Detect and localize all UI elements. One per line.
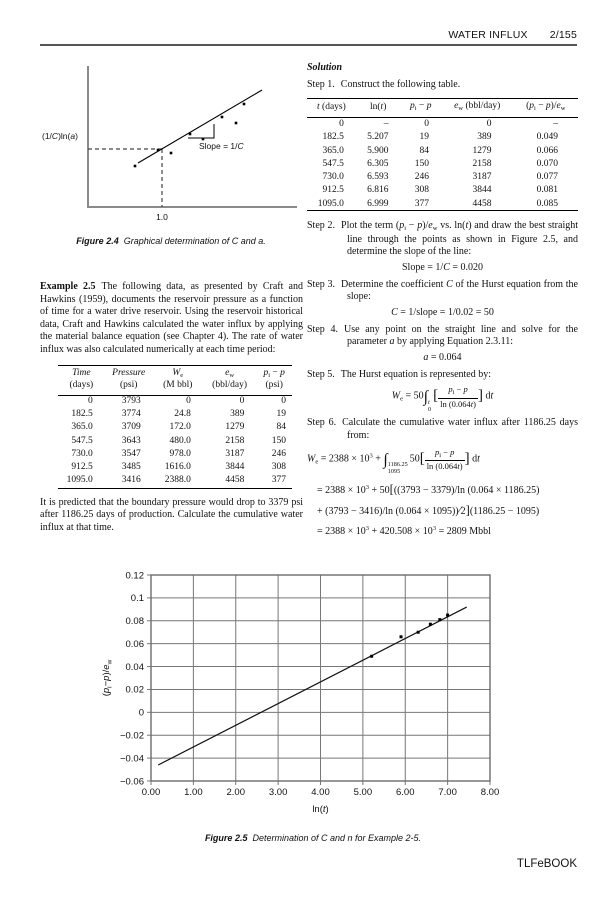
final-equation-line-2: = $2388 \times 10^3 + 50[((3793 - 3379)/\ln$ (0.064 × 1186.25) — [317, 481, 540, 496]
table-cell: 2388.0 — [164, 475, 191, 486]
table-cell: 3547 — [121, 448, 141, 459]
table-cell: 377 — [271, 475, 286, 486]
table-row — [307, 157, 578, 170]
table-row — [58, 448, 292, 461]
table-row — [58, 475, 292, 489]
table-cell: 0.081 — [536, 185, 558, 196]
table-cell: 246 — [271, 448, 286, 459]
svg-text:−0.06: −0.06 — [119, 776, 144, 788]
solution-data-table — [307, 98, 578, 211]
figure-2-5-caption-text: Determination of C and n for Example 2-5. — [252, 833, 422, 843]
solution-step-2 — [307, 220, 578, 259]
column-header: $W_e$ (M bbl) — [153, 365, 203, 395]
table-cell: 547.5 — [322, 158, 344, 169]
table-cell: 3774 — [121, 409, 141, 420]
column-header: ln(t) — [356, 99, 401, 117]
table-cell: – — [553, 119, 558, 130]
table-cell: 3187 — [472, 172, 492, 183]
table-cell: 365.0 — [322, 145, 344, 156]
left-column — [40, 281, 303, 540]
table-cell: 308 — [414, 185, 429, 196]
table-cell: 730.0 — [71, 448, 93, 459]
table-cell: 182.5 — [322, 132, 344, 143]
step-1-label: Step 1. — [307, 78, 335, 90]
svg-text:ln(t): ln(t) — [312, 804, 329, 815]
table-cell: 0.085 — [536, 198, 558, 209]
table-cell: 3643 — [121, 435, 141, 446]
final-equation-line-4: = $2388 \times 10^3 + 420.508 \times 10^3 = 2809$ Mbbl — [317, 525, 491, 538]
column-header: $p_i - p$ (psi) — [256, 365, 292, 395]
table-cell: 978.0 — [169, 448, 191, 459]
table-cell: 0 — [424, 119, 429, 130]
table-row — [307, 171, 578, 184]
svg-text:0.00: 0.00 — [141, 787, 161, 798]
solution-step-6 — [307, 417, 578, 442]
water-influx-calculation — [307, 447, 578, 539]
svg-text:−0.02: −0.02 — [119, 730, 144, 742]
solution-title: Solution — [307, 62, 343, 73]
table-row — [307, 184, 578, 197]
table-cell: 6.999 — [367, 198, 389, 209]
equation-a: a = 0.064 — [423, 352, 462, 363]
table-row — [58, 435, 292, 448]
running-title: WATER INFLUX — [448, 29, 528, 41]
table-cell: – — [383, 119, 389, 130]
svg-text:7.00: 7.00 — [438, 787, 457, 798]
example-paragraph — [40, 281, 303, 357]
svg-text:0.1: 0.1 — [130, 593, 144, 605]
step-3-label: Step 3. — [307, 278, 335, 290]
final-equation-line-1: $W_e = 2388 \times 10^3$ + ∫ 1186.25 1095 50[ $\frac{p_i - p}{\ln (0.064t)}$ ] dt — [307, 446, 480, 476]
table-cell: 6.593 — [367, 172, 389, 183]
svg-text:0.06: 0.06 — [125, 638, 144, 650]
solution-step-5 — [307, 369, 578, 382]
table-cell: 6.816 — [367, 185, 389, 196]
example-label: Example 2.5 — [40, 281, 96, 292]
table-cell: 0 — [281, 396, 286, 407]
svg-text:2.00: 2.00 — [226, 787, 245, 798]
table-cell: 4458 — [472, 198, 492, 209]
table-cell: 84 — [419, 145, 429, 156]
column-header: Pressure (psi) — [105, 365, 153, 395]
example-data-table — [58, 365, 292, 489]
footer-watermark: TLFeBOOK — [516, 858, 577, 870]
table-cell: 2158 — [225, 435, 245, 446]
example-body: The following data, as presented by Craft and Hawkins (1959), documents the reservoir pressure as a function of time for a water drive reservoir. Using the reservoir historical data, Craft and Hawkins calculated the water influx by applying the material balance equation (see Chapter 4). The rate of water influx was also calculated numerically at each time period: — [40, 281, 303, 355]
svg-text:0.12: 0.12 — [125, 570, 144, 582]
final-equation-line-3: + (3793 − 3416)/ln (0.064 × 1095))∕2](1186.25 − 1095) — [317, 503, 540, 518]
figure-2-5 — [98, 566, 528, 843]
page-header — [0, 29, 577, 41]
table-cell: 308 — [271, 461, 286, 472]
svg-text:(1/C)ln(a): (1/C)ln(a) — [42, 131, 78, 141]
figure-2-4 — [40, 60, 302, 246]
svg-text:1.0: 1.0 — [156, 212, 168, 222]
svg-text:0.08: 0.08 — [125, 616, 144, 628]
table-cell: 0 — [486, 119, 492, 130]
figure-2-5-caption-label: Figure 2.5 — [204, 833, 248, 843]
table-header-row — [307, 99, 578, 117]
table-cell: 389 — [477, 132, 492, 143]
table-cell: 19 — [276, 409, 286, 420]
table-cell: 2158 — [472, 158, 492, 169]
solution-step-3 — [307, 279, 578, 304]
table-cell: 19 — [419, 132, 429, 143]
figure-2-4-caption-label: Figure 2.4 — [76, 236, 119, 246]
svg-text:−0.04: −0.04 — [119, 753, 144, 765]
table-cell: 182.5 — [71, 409, 93, 420]
figure-2-5-chart — [98, 566, 528, 818]
table-cell: 3709 — [121, 422, 141, 433]
svg-text:0: 0 — [138, 707, 144, 719]
table-cell: 0 — [339, 119, 344, 130]
table-cell: 912.5 — [322, 185, 344, 196]
column-header: $e_w$ (bbl/day) — [441, 99, 514, 117]
figure-2-5-caption — [98, 833, 528, 843]
table-cell: 3485 — [121, 461, 141, 472]
header-rule — [40, 44, 577, 46]
example-question: It is predicted that the boundary pressure would drop to 3379 psi after 1186.25 days of production. Calculate the cumulative water influx at that time. — [40, 496, 303, 533]
table-cell: 84 — [276, 422, 286, 433]
table-cell: 730.0 — [322, 172, 344, 183]
table-cell: 5.207 — [367, 132, 389, 143]
right-column — [307, 62, 578, 545]
svg-text:8.00: 8.00 — [480, 787, 500, 798]
step-2-label: Step 2. — [307, 220, 336, 232]
step-5-label: Step 5. — [307, 368, 335, 380]
table-cell: 0.066 — [536, 145, 558, 156]
table-cell: 0.070 — [536, 158, 558, 169]
table-cell: 246 — [414, 172, 429, 183]
table-cell: 3416 — [121, 475, 141, 486]
step-6-label: Step 6. — [307, 417, 337, 429]
table-cell: 0.077 — [536, 172, 558, 183]
table-header-row — [58, 365, 292, 395]
figure-2-4-chart — [40, 60, 302, 225]
table-cell: 3844 — [472, 185, 492, 196]
svg-text:5.00: 5.00 — [353, 787, 373, 798]
svg-text:6.00: 6.00 — [396, 787, 415, 798]
table-row — [58, 422, 292, 435]
svg-text:4.00: 4.00 — [311, 787, 330, 798]
table-cell: 389 — [230, 409, 245, 420]
table-row — [307, 144, 578, 157]
svg-text:Slope = 1/C: Slope = 1/C — [199, 141, 244, 151]
table-row — [58, 409, 292, 422]
table-cell: 4458 — [225, 475, 245, 486]
table-row — [307, 131, 578, 144]
svg-text:0.02: 0.02 — [125, 684, 144, 696]
svg-text:0.04: 0.04 — [125, 661, 144, 673]
table-cell: 5.900 — [367, 145, 389, 156]
column-header: Time (days) — [58, 365, 105, 395]
table-cell: 3187 — [225, 448, 245, 459]
table-cell: 0 — [186, 396, 191, 407]
table-row — [58, 395, 292, 409]
table-cell: 172.0 — [169, 422, 191, 433]
table-cell: 377 — [414, 198, 429, 209]
step-6-text: Calculate the cumulative water influx after 1186.25 days from: — [342, 417, 578, 441]
table-cell: 0.049 — [536, 132, 558, 143]
table-row — [307, 197, 578, 211]
table-cell: 24.8 — [174, 409, 191, 420]
equation-hurst: $W_e = 50\int$ t 0 [ $\frac{p_i - p}{\ln (0.064t)}$ ] dt — [391, 384, 494, 414]
table-cell: 6.305 — [367, 158, 389, 169]
table-cell: 365.0 — [71, 422, 93, 433]
step-3-text: Determine the coefficient C of the Hurst equation from the slope: — [341, 278, 578, 303]
figure-2-4-caption — [40, 236, 302, 246]
step-2-text: Plot the term $(p_i - p)/e_w$ vs. ln(t) and draw the best straight line through the points as shown in Figure 2.5, and determine the slope of the line: — [341, 220, 578, 258]
column-header: $p_i - p$ — [401, 99, 441, 117]
table-cell: 547.5 — [71, 435, 93, 446]
svg-text:1.00: 1.00 — [184, 787, 203, 798]
table-cell: 1279 — [472, 145, 492, 156]
step-5-text: The Hurst equation is represented by: — [340, 368, 492, 380]
table-row — [58, 461, 292, 474]
step-1-text: Construct the following table. — [340, 78, 461, 90]
svg-text:3.00: 3.00 — [268, 787, 288, 798]
table-row — [307, 117, 578, 131]
solution-step-1 — [307, 79, 578, 92]
column-header: $(p_i - p)/e_w$ — [514, 99, 579, 117]
table-cell: 1095.0 — [66, 475, 93, 486]
table-cell: 912.5 — [71, 461, 93, 472]
column-header: $e_w$ (bbl/day) — [203, 365, 256, 395]
figure-2-4-caption-text: Graphical determination of C and a. — [123, 236, 266, 246]
equation-c: C = 1/slope = 1/0.02 = 50 — [391, 306, 494, 318]
column-header: t (days) — [307, 99, 356, 117]
table-cell: 0 — [87, 396, 93, 407]
table-cell: 150 — [271, 435, 286, 446]
table-cell: 3793 — [121, 396, 141, 407]
table-cell: 1616.0 — [164, 461, 191, 472]
table-cell: 1279 — [225, 422, 245, 433]
table-cell: 150 — [414, 158, 429, 169]
solution-step-4 — [307, 324, 578, 349]
step-4-text: Use any point on the straight line and solve for the parameter a by applying Equation 2.3.11: — [343, 323, 578, 348]
page-number: 2/155 — [549, 29, 577, 41]
svg-text:(pi−p)/ew: $(p_i-p)/e_w$ — [101, 659, 114, 697]
table-cell: 0 — [239, 396, 245, 407]
table-cell: 480.0 — [169, 435, 191, 446]
table-cell: 1095.0 — [317, 198, 344, 209]
equation-slope: Slope = 1/C = 0.020 — [401, 261, 483, 273]
step-4-label: Step 4. — [307, 323, 338, 335]
table-cell: 3844 — [225, 461, 245, 472]
